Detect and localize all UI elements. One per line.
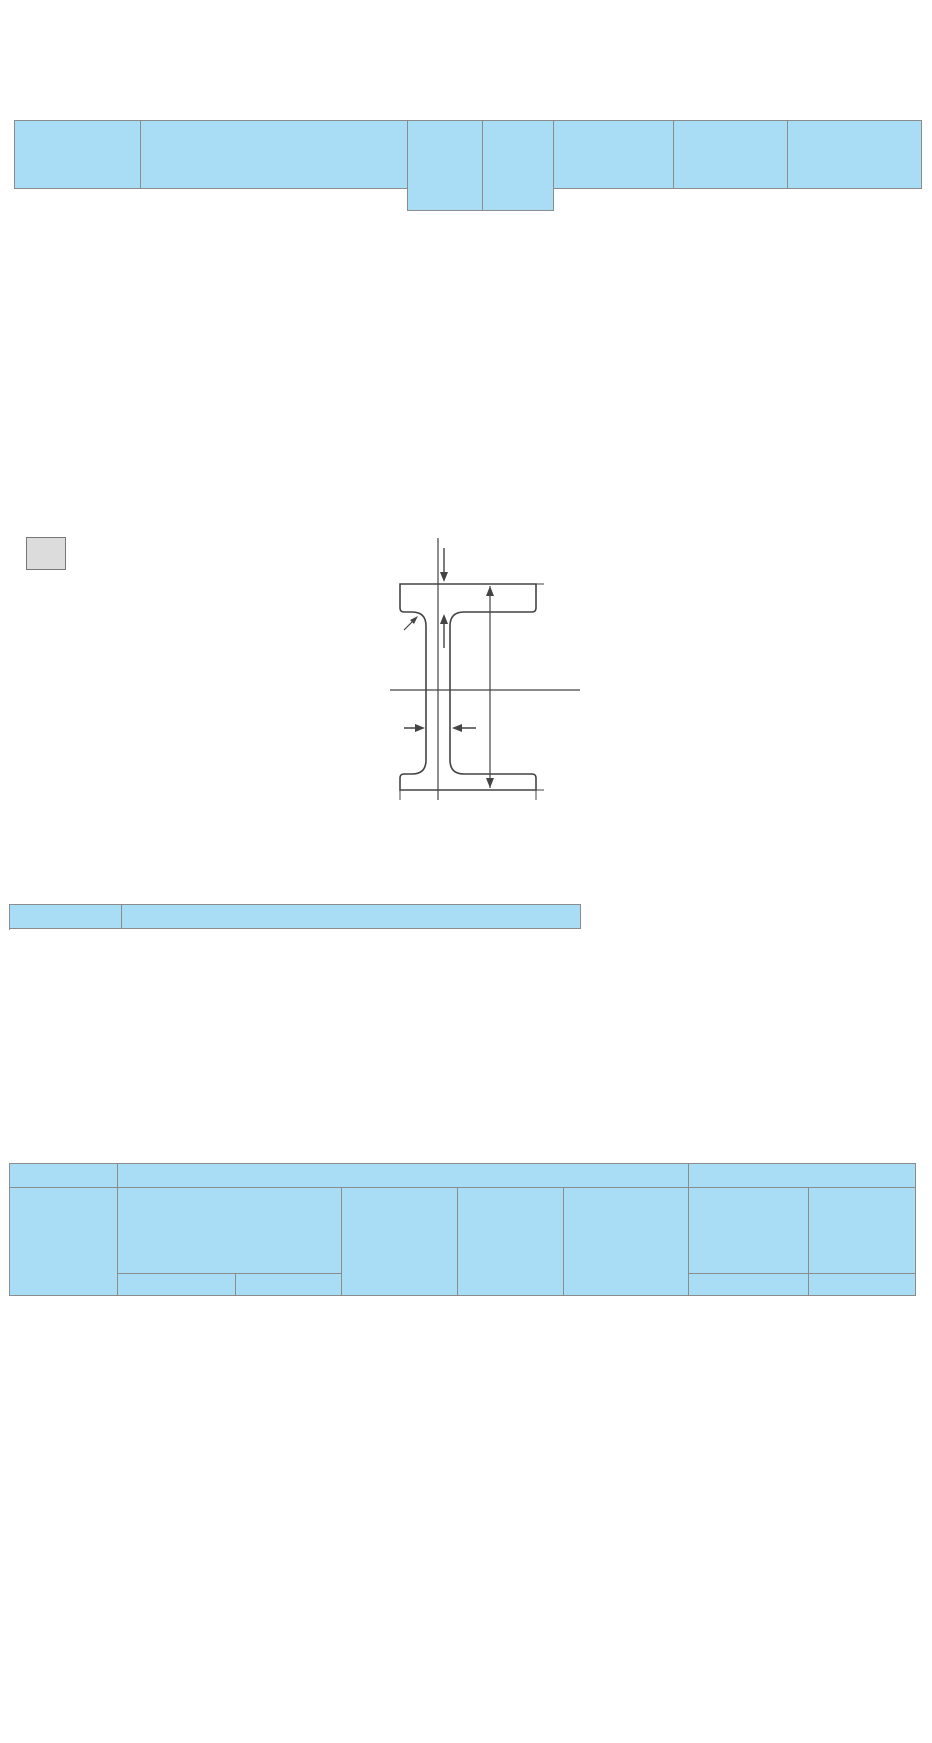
mech-header-bending-angle [689,1188,809,1274]
mech-header-tensile [118,1164,689,1188]
header-moment-inertia [553,121,673,189]
chemical-composition-table [9,904,581,929]
mech-header-bend [689,1164,916,1188]
wf-beam-table [14,120,922,211]
mech-header-yield [118,1188,342,1274]
chem-header-group [122,905,581,929]
mech-header-thickness [458,1188,564,1296]
header-sectional-area [407,121,482,211]
mech-header-inside-radius [809,1188,916,1274]
mech-header-elongation [564,1188,689,1296]
header-weight [483,121,554,211]
chem-header-steel-class [10,905,122,929]
mech-header-yield-t1 [118,1274,236,1296]
header-modulus-section [788,121,922,189]
header-radius-gyration [673,121,787,189]
header-steel-class [15,121,141,189]
mech-header-tensile-strength [342,1188,458,1296]
wf-beam-cross-section-diagram [390,528,580,800]
mechanical-properties-table [9,1163,916,1296]
mech-header-steel-class [10,1164,118,1188]
regular-product-swatch [26,537,66,570]
header-dimension [140,121,407,189]
mech-header-yield-t2 [236,1274,342,1296]
